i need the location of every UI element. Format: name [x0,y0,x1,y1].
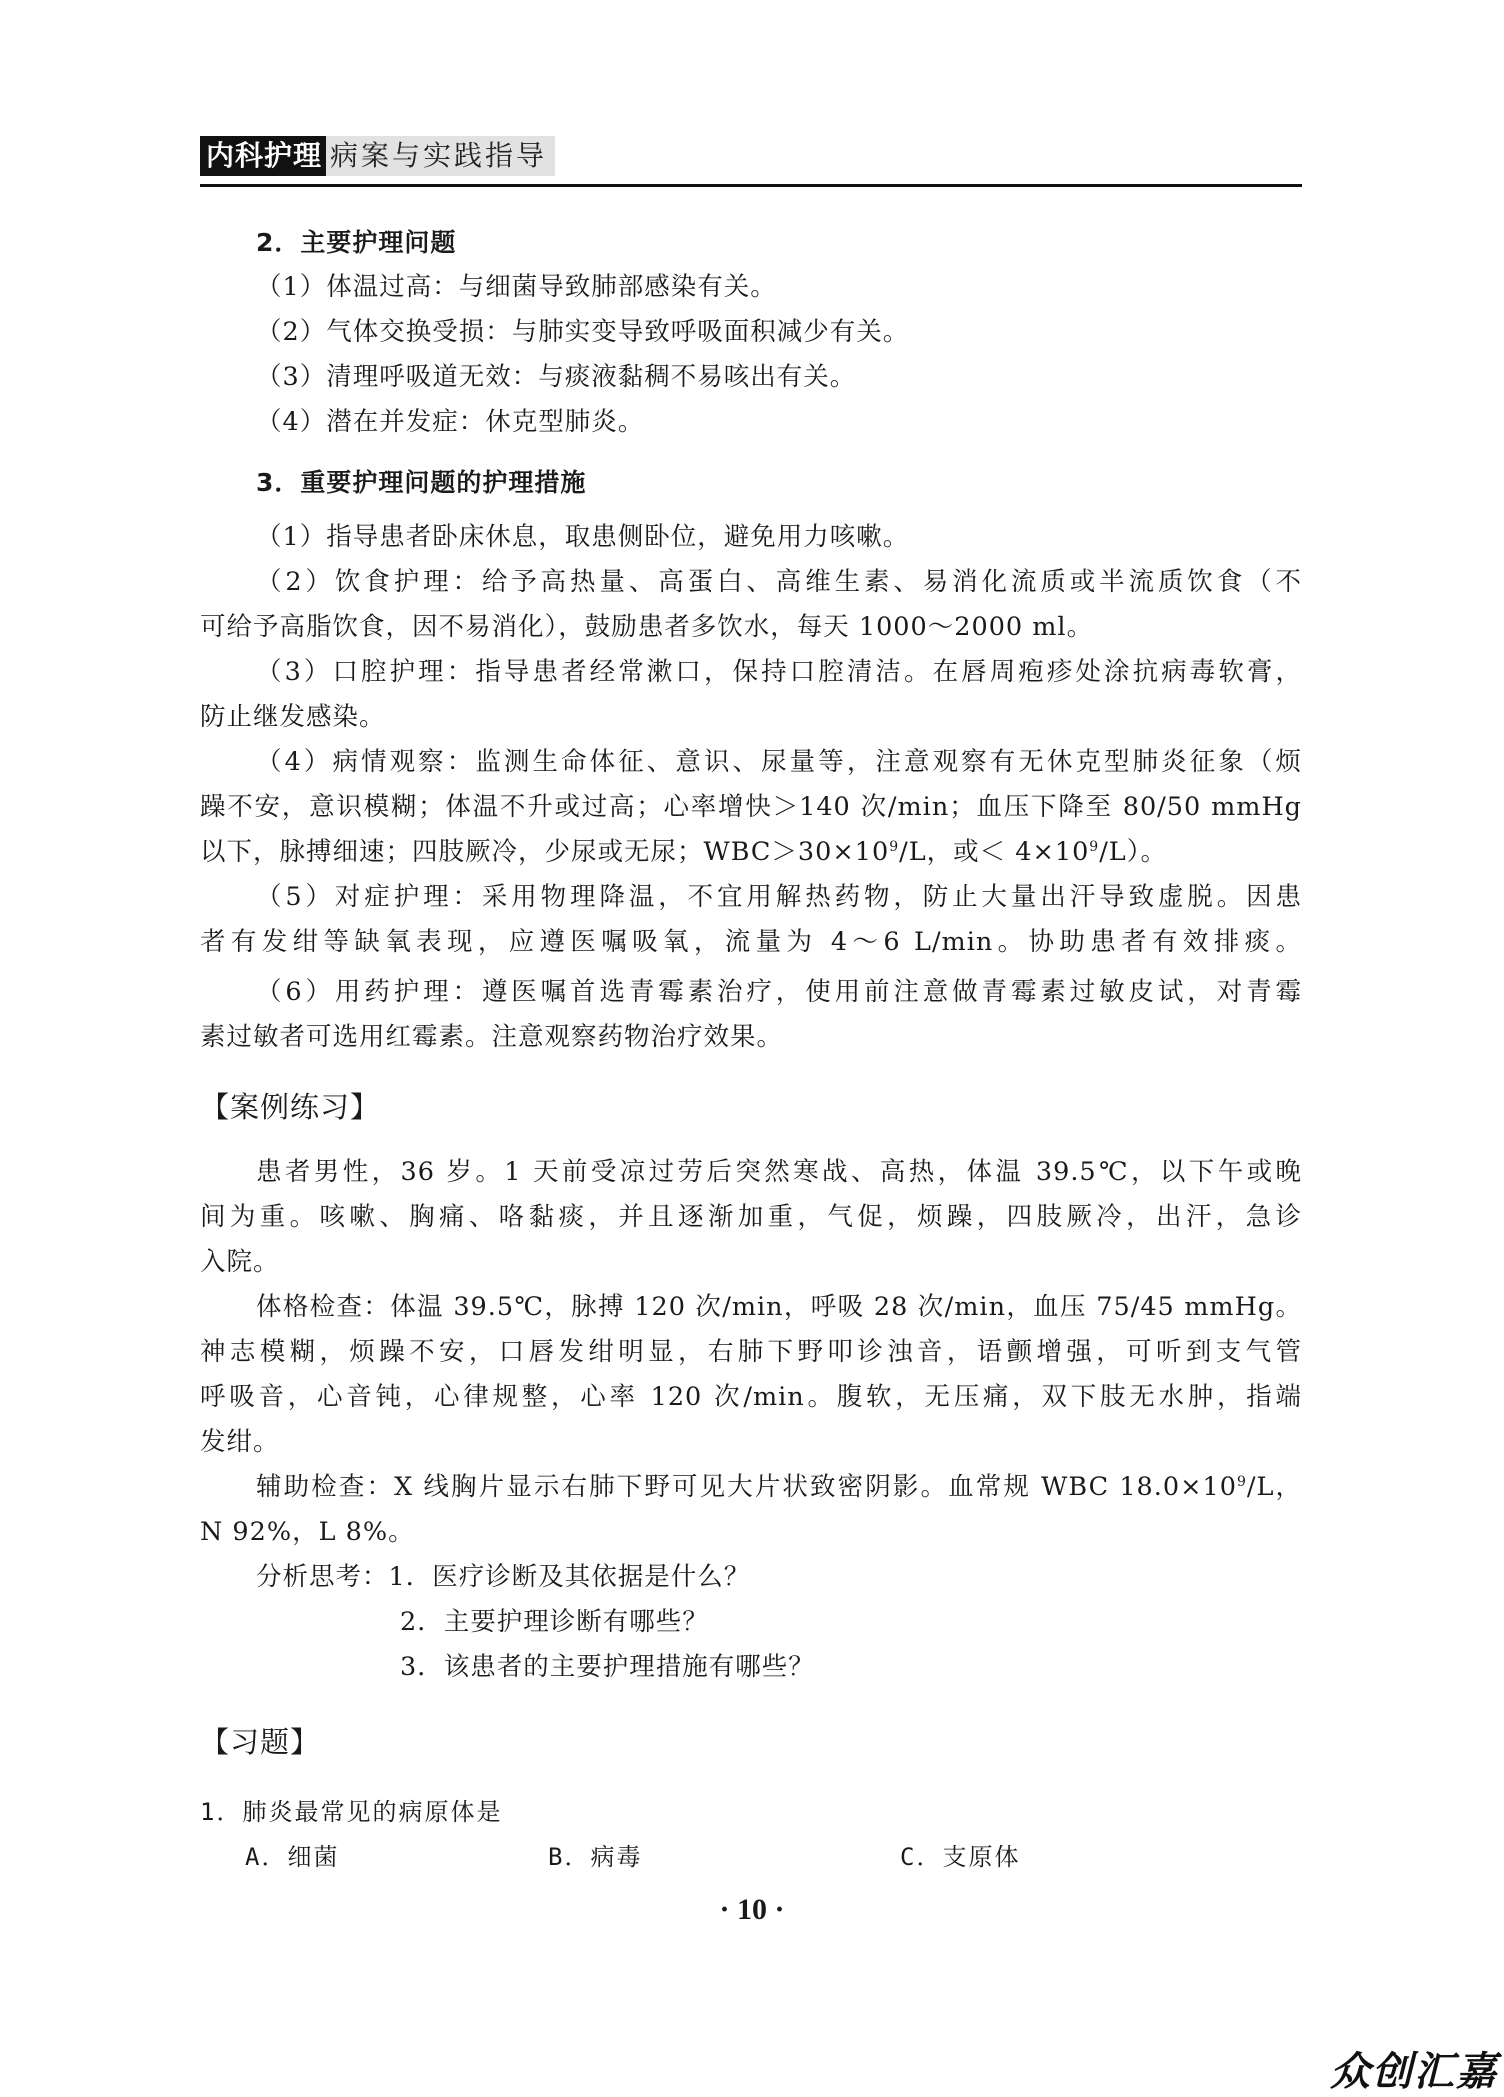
measure-line: 者有发绀等缺氧表现，应遵医嘱吸氧，流量为 4～6 L/min。协助患者有效排痰。 [200,927,1302,957]
case-paragraph-line: 入院。 [200,1247,280,1277]
header-book-subtitle: 病案与实践指导 [326,136,555,176]
analysis-question-3: 3．该患者的主要护理措施有哪些？ [400,1652,815,1682]
case-paragraph-line: 发绀。 [200,1427,280,1457]
measure-line: （2）饮食护理：给予高热量、高蛋白、高维生素、易消化流质或半流质饮食（不 [256,567,1302,597]
case-paragraph-line: 神志模糊，烦躁不安，口唇发绀明显，右肺下野叩诊浊音，语颤增强，可听到支气管 [200,1337,1302,1367]
superscript: 9 [1089,839,1100,855]
case-text: /L， [1246,1472,1302,1502]
measure-line: （6）用药护理：遵医嘱首选青霉素治疗，使用前注意做青霉素过敏皮试，对青霉 [256,977,1302,1007]
measure-line: 躁不安，意识模糊；体温不升或过高；心率增快＞140 次/min；血压下降至 80/50 mmHg [200,792,1302,822]
measure-text: /L，或＜ 4×10 [899,837,1090,867]
measure-line: 防止继发感染。 [200,702,386,732]
option-c: C．支原体 [900,1843,1021,1871]
measure-line: （5）对症护理：采用物理降温，不宜用解热药物，防止大量出汗导致虚脱。因患 [256,882,1302,912]
case-text: 辅助检查：X 线胸片显示右肺下野可见大片状致密阴影。血常规 WBC 18.0×10 [256,1472,1237,1502]
measure-line: （4）病情观察：监测生命体征、意识、尿量等，注意观察有无休克型肺炎征象（烦 [256,747,1302,777]
case-paragraph-line: 患者男性，36 岁。1 天前受凉过劳后突然寒战、高热，体温 39.5℃，以下午或晚 [256,1157,1302,1187]
problem-item: （2）气体交换受损：与肺实变导致呼吸面积减少有关。 [256,317,910,347]
case-paragraph-line: 体格检查：体温 39.5℃，脉搏 120 次/min，呼吸 28 次/min，血压 75/45 mmHg。 [256,1292,1302,1322]
header-rule [200,184,1302,187]
running-header [200,136,555,176]
watermark: 众创汇嘉 [1330,2049,1498,2095]
case-practice-title: 【案例练习】 [200,1090,381,1124]
problem-item: （1）体温过高：与细菌导致肺部感染有关。 [256,272,777,302]
measure-text: /L）。 [1099,837,1167,867]
measure-line [200,830,1302,875]
analysis-question-1 [256,1555,1302,1600]
superscript: 9 [889,839,900,855]
superscript: 9 [1236,1474,1247,1490]
measure-line: （1）指导患者卧床休息，取患侧卧位，避免用力咳嗽。 [256,522,910,552]
header-book-title: 内科护理 [200,136,326,176]
case-paragraph-line: 呼吸音，心音钝，心律规整，心率 120 次/min。腹软，无压痛，双下肢无水肿，指端 [200,1382,1302,1412]
question-text: 1．医疗诊断及其依据是什么？ [388,1562,751,1592]
case-paragraph-line [256,1465,1302,1510]
measure-line: 素过敏者可选用红霉素。注意观察药物治疗效果。 [200,1022,784,1052]
problem-item: （4）潜在并发症：休克型肺炎。 [256,407,645,437]
exercise-question: 1．肺炎最常见的病原体是 [200,1798,503,1826]
analysis-label: 分析思考： [256,1562,389,1592]
page-number: · 10 · [719,1893,785,1926]
analysis-question-2: 2．主要护理诊断有哪些？ [400,1607,709,1637]
case-paragraph-line: N 92%，L 8%。 [200,1517,415,1547]
exercise-title: 【习题】 [200,1725,321,1759]
measure-text: 以下，脉搏细速；四肢厥冷，少尿或无尿；WBC＞30×10 [200,837,890,867]
problem-item: （3）清理呼吸道无效：与痰液黏稠不易咳出有关。 [256,362,857,392]
option-a: A．细菌 [245,1843,340,1871]
measure-line: 可给予高脂饮食，因不易消化），鼓励患者多饮水，每天 1000～2000 ml。 [200,612,1094,642]
option-b: B．病毒 [548,1843,643,1871]
measure-line: （3）口腔护理：指导患者经常漱口，保持口腔清洁。在唇周疱疹处涂抗病毒软膏， [256,657,1302,687]
section-heading-measures: 3．重要护理问题的护理措施 [256,468,587,497]
case-paragraph-line: 间为重。咳嗽、胸痛、咯黏痰，并且逐渐加重，气促，烦躁，四肢厥冷，出汗，急诊 [200,1202,1302,1232]
section-heading-problems: 2．主要护理问题 [256,228,457,257]
